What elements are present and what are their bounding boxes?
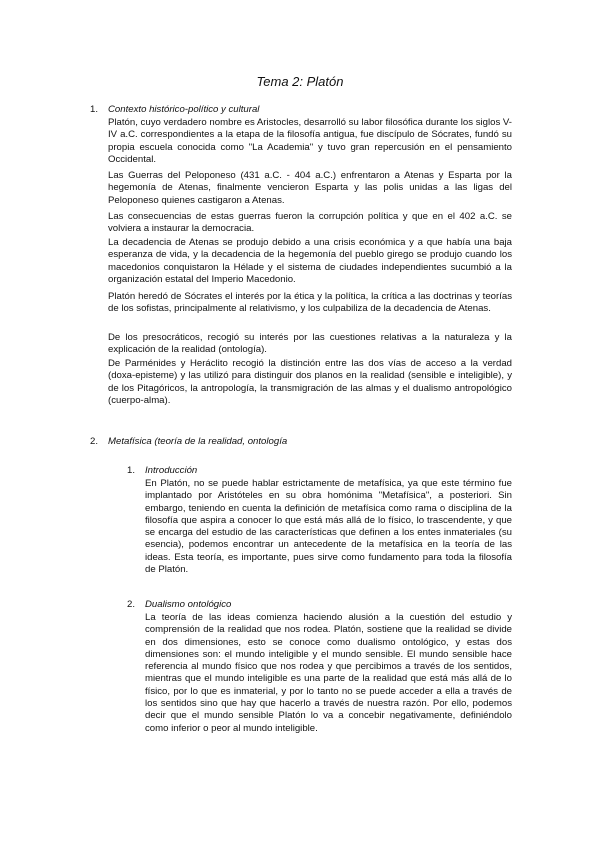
section-1-paragraph-4: La decadencia de Atenas se produjo debido a una crisis económica y a que había una baja esperanza de vida, y la decadencia de la hegemonía del pueblo girego se produjo cuando los macedonios conquistaron la Hélade y el sistema de ciudades independientes sucumbió a la organización estatal del Imperio Macedonio.: [108, 237, 512, 285]
section-1-number: 1.: [90, 104, 99, 115]
section-1-paragraph-3: Las consecuencias de estas guerras fueron la corrupción política y que en el 402 a.C. se volviera a instaurar la democracia.: [108, 211, 512, 235]
subsection-1-heading: Introducción: [145, 465, 198, 476]
subsection-2-number: 2.: [127, 599, 136, 610]
subsection-1-number: 1.: [127, 465, 136, 476]
section-1-heading: Contexto histórico-político y cultural: [108, 104, 260, 115]
section-2-number: 2.: [90, 436, 99, 447]
subsection-2-heading: Dualismo ontológico: [145, 599, 232, 610]
document-title: Tema 2: Platón: [256, 74, 344, 89]
section-1-paragraph-5: Platón heredó de Sócrates el interés por la ética y la política, la crítica a las doctrinas y teorías de los sofistas, principalmente al relativismo, y los culpabiliza de la decadencia de Atenas.: [108, 291, 512, 315]
subsection-1-text: En Platón, no se puede hablar estrictamente de metafísica, ya que este término fue implantado por Aristóteles en su obra homónima "Metafísica", a posteriori. Sin embargo, teniendo en cuenta la definición de metafísica como rama o disciplina de la filosofía que aspira a conocer lo que está más allá de lo físico, lo trascendente, y que se encarga del estudio de las características que definen a los entes inmateriales (su esencia), podemos encontrar un antecedente de la metafísica en la teoría de las ideas. Esta teoría, es importante, pues sirve como fundamento para toda la filosofía de Platón.: [145, 478, 512, 576]
section-1-paragraph-7: De Parménides y Heráclito recogió la distinción entre las dos vías de acceso a la verdad (doxa-episteme) y las utilizó para distinguir dos planos en la realidad (sensible e inteligible), y de los Pitagóricos, la antropología, la transmigración de las almas y el dualismo antropológico (cuerpo-alma).: [108, 358, 512, 406]
subsection-2-text: La teoría de las ideas comienza haciendo alusión a la cuestión del estudio y comprensión de la realidad que nos rodea. Platón, sostiene que la realidad se divide en dos dimensiones, esto se conoce como dualismo ontológico, y estas dos dimensiones son: el mundo inteligible y el mundo sensible. El mundo sensible hace referencia al mundo físico que nos rodea y que percibimos a través de los sentidos, mientras que el mundo inteligible es una parte de la realidad que está más allá de lo físico, por lo que es inmaterial, y por lo tanto no se puede acceder a ella a través de los sentidos sino que hay que hacerlo a través de nuestra razón. Por ello, podemos decir que el mundo sensible Platón lo va a concebir negativamente, definiéndolo como inferior o peor al mundo inteligible.: [145, 612, 512, 734]
section-2-heading: Metafísica (teoría de la realidad, ontología: [108, 436, 288, 447]
section-1-paragraph-1: Platón, cuyo verdadero nombre es Aristocles, desarrolló su labor filosófica durante los siglos V-IV a.C. correspondientes a la etapa de la filosofía antigua, fue discípulo de Sócrates, fundó su propia escuela conocida como "La Academia" y tuvo gran repercusión en el pensamiento Occidental.: [108, 117, 512, 165]
section-1-paragraph-6: De los presocráticos, recogió su interés por las cuestiones relativas a la naturaleza y la explicación de la realidad (ontología).: [108, 332, 512, 356]
section-1-paragraph-2: Las Guerras del Peloponeso (431 a.C. - 404 a.C.) enfrentaron a Atenas y Esparta por la hegemonía de Atenas, finalmente vencieron Esparta y las polis unidas a las ligas del Peloponeso quienes castigaron a Atenas.: [108, 170, 512, 206]
